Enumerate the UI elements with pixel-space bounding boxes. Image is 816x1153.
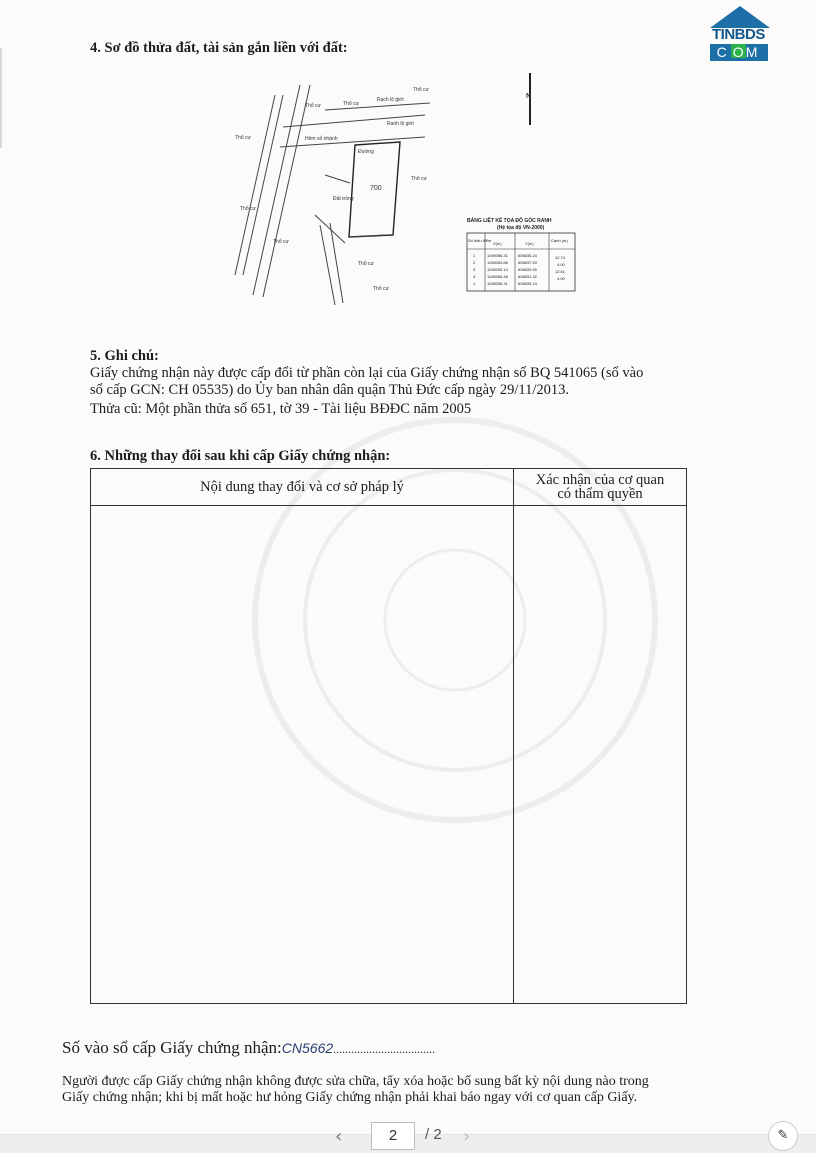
coord-title: BẢNG LIỆT KÊ TỌA ĐỘ GÓC RANH xyxy=(467,218,552,224)
section-4-heading: 4. Sơ đồ thửa đất, tài sản gắn liền với đất: xyxy=(90,40,348,56)
coord-header: Số hiệu điểm xyxy=(468,238,492,243)
column-header-changes: Nội dung thay đổi và cơ sở pháp lý xyxy=(91,469,514,506)
map-label: Đường xyxy=(358,149,374,155)
coord-header: X(m) xyxy=(493,241,502,246)
map-label: Thổ cư xyxy=(413,87,429,93)
coord-cell: 606835.24 xyxy=(518,253,537,258)
next-page-button[interactable]: › xyxy=(463,1126,471,1147)
land-plot-diagram xyxy=(225,65,625,340)
coord-subtitle: (Hệ tọa độ VN-2000) xyxy=(497,225,545,231)
previous-page-button[interactable]: ‹ xyxy=(335,1126,343,1147)
confirmation-cell xyxy=(514,506,687,1004)
coord-cell: 4.00 xyxy=(557,262,565,267)
coord-cell: 606835.24 xyxy=(518,281,537,286)
plot-number: 700 xyxy=(370,185,382,192)
note-line-1: Giấy chứng nhận này được cấp đổi từ phần còn lại của Giấy chứng nhận số BQ 541065 (số vào xyxy=(90,365,644,381)
map-label: Thổ cư xyxy=(373,286,389,292)
map-label: Thổ cư xyxy=(358,261,374,267)
registration-label: Số vào sổ cấp Giấy chứng nhận: xyxy=(62,1038,282,1057)
scan-edge-mark xyxy=(0,48,2,148)
footer-note xyxy=(62,1074,649,1106)
pdf-pager xyxy=(0,1126,816,1153)
coord-header: Cạnh (m) xyxy=(551,238,568,243)
coord-cell: 4 xyxy=(473,274,476,279)
edit-pen-icon[interactable]: ✎ xyxy=(768,1121,798,1151)
section-5-heading: 5. Ghi chú: xyxy=(90,348,159,364)
logo-text: TINBDS xyxy=(712,26,765,43)
registration-dots: .................................. xyxy=(333,1042,436,1056)
logo-roof-icon xyxy=(710,6,770,28)
page-total: / 2 xyxy=(425,1126,442,1143)
map-label: Hẻm số nhánh xyxy=(305,136,338,142)
coord-header: Y(m) xyxy=(525,241,534,246)
registration-value: CN5662 xyxy=(281,1040,334,1056)
map-label: Đất trồng xyxy=(333,196,354,202)
coord-cell: 12.74 xyxy=(555,255,566,260)
tinbds-logo xyxy=(710,6,770,64)
coord-cell: 1 xyxy=(473,253,476,258)
footer-note-line-2: Giấy chứng nhận; khi bị mất hoặc hư hỏng Giấy chứng nhận phải khai báo ngay với cơ quan cấp Giấy. xyxy=(62,1090,638,1105)
changes-cell xyxy=(91,506,514,1004)
coord-cell: 2 xyxy=(473,260,476,265)
column-header-confirmation: Xác nhận của cơ quan có thẩm quyền xyxy=(514,469,687,506)
north-label: N xyxy=(526,93,532,100)
map-label: Ranh lộ giới xyxy=(387,121,414,127)
coord-cell: 3 xyxy=(473,267,476,272)
coord-cell: 1198065.48 xyxy=(487,274,508,279)
map-label: Rạch lộ giới xyxy=(377,97,404,103)
coord-cell: 4.00 xyxy=(557,276,565,281)
coord-cell: 1 xyxy=(473,281,476,286)
registration-line xyxy=(62,1038,435,1058)
map-label: Thổ cư xyxy=(305,103,321,109)
coord-cell: 1198053.14 xyxy=(487,267,508,272)
note-line-2: sổ cấp GCN: CH 05535) do Ủy ban nhân dân quận Thủ Đức cấp ngày 29/11/2013. xyxy=(90,382,570,398)
coord-cell: 606833.99 xyxy=(518,267,537,272)
footer-note-line-1: Người được cấp Giấy chứng nhận không được sửa chữa, tẩy xóa hoặc bổ sung bất kỳ nội dung nào trong xyxy=(62,1074,649,1089)
coord-cell: 12.61 xyxy=(555,269,566,274)
coord-cell: 1198054.86 xyxy=(487,260,508,265)
page-number-input[interactable]: 2 xyxy=(371,1122,415,1150)
coord-cell: 1198056.31 xyxy=(487,281,508,286)
coord-cell: 606831.32 xyxy=(518,274,537,279)
map-label: Thổ cư xyxy=(343,101,359,107)
map-label: Thổ cư xyxy=(273,239,289,245)
logo-com: C O M xyxy=(710,44,768,61)
map-label: Thổ cư xyxy=(235,135,251,141)
changes-table xyxy=(90,468,687,1004)
map-label: Thổ cư xyxy=(240,206,256,212)
section-6-heading: 6. Những thay đổi sau khi cấp Giấy chứng nhận: xyxy=(90,448,391,464)
coord-cell: 1198056.31 xyxy=(487,253,508,258)
coord-cell: 606837.93 xyxy=(518,260,537,265)
note-line-3: Thửa cũ: Một phần thửa số 651, tờ 39 - Tài liệu BĐĐC năm 2005 xyxy=(90,401,472,417)
map-label: Thổ cư xyxy=(411,176,427,182)
